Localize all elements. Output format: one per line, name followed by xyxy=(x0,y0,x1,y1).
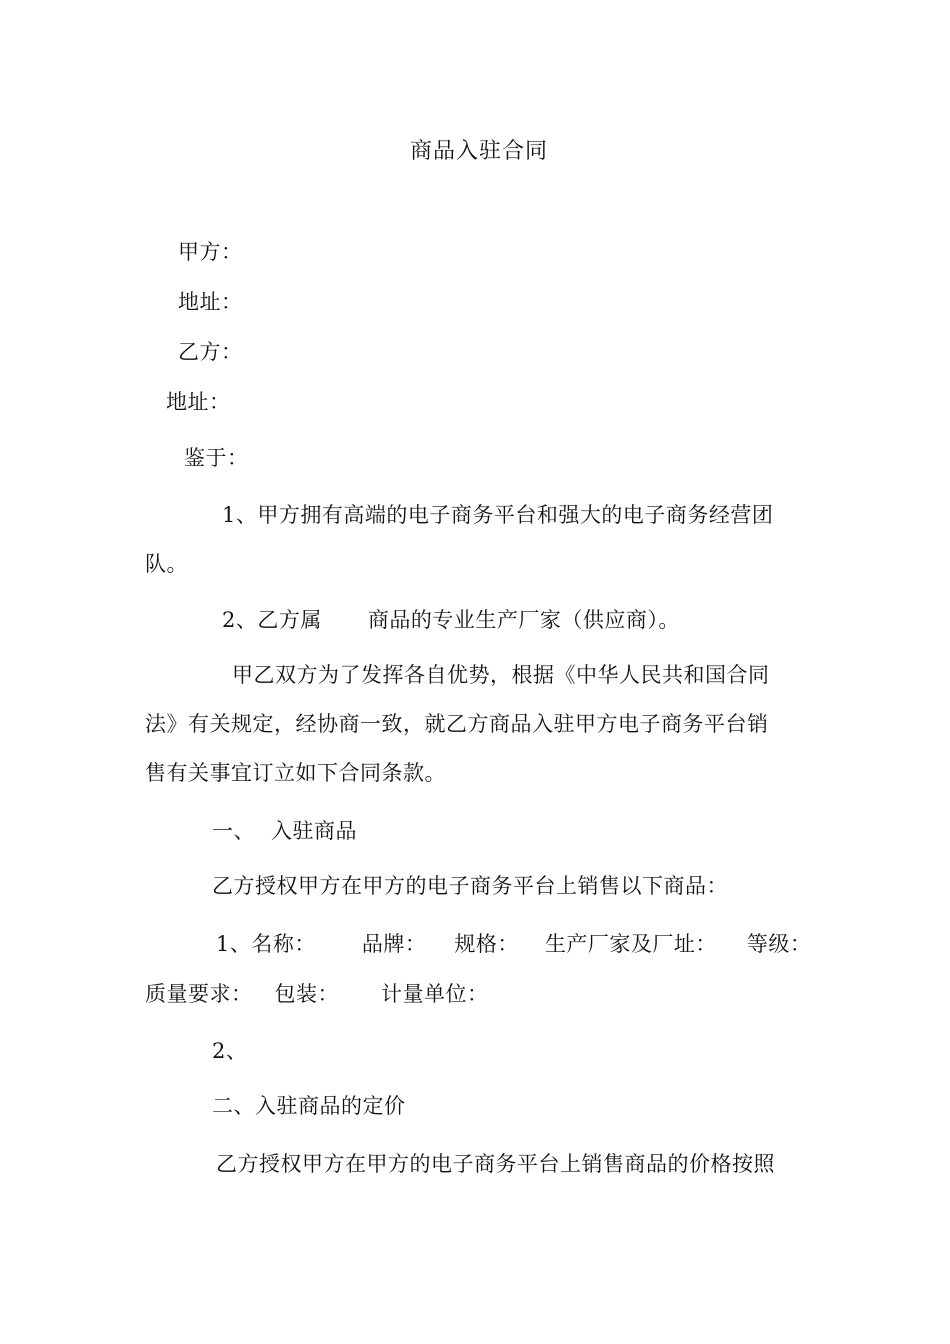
preamble-line-3: 售有关事宜订立如下合同条款。 xyxy=(145,761,446,785)
section-1-title: 入驻商品 xyxy=(271,819,357,843)
item-1-quality-label: 质量要求： xyxy=(145,982,253,1006)
whereas-label: 鉴于： xyxy=(184,446,249,470)
section-2-heading: 二、入驻商品的定价 xyxy=(212,1094,406,1118)
whereas-1-line-1: 1、甲方拥有高端的电子商务平台和强大的电子商务经营团 xyxy=(222,503,774,527)
item-2: 2、 xyxy=(212,1039,248,1063)
preamble-line-2: 法》有关规定，经协商一致，就乙方商品入驻甲方电子商务平台销 xyxy=(145,712,769,736)
item-1-spec-label: 规格： xyxy=(454,932,519,956)
preamble-line-1: 甲乙双方为了发挥各自优势，根据《中华人民共和国合同 xyxy=(232,663,770,687)
section-1-number: 一、 xyxy=(212,819,255,843)
item-1-unit-label: 计量单位： xyxy=(381,982,489,1006)
whereas-2-suffix: 商品的专业生产厂家（供应商）。 xyxy=(367,608,680,632)
whereas-1-line-2: 队。 xyxy=(145,552,188,576)
item-1-brand-label: 品牌： xyxy=(361,932,427,956)
item-1-name-label: 1、名称： xyxy=(216,932,316,956)
address-b-label: 地址： xyxy=(166,390,231,414)
section-1-heading xyxy=(212,817,357,845)
section-1-intro: 乙方授权甲方在甲方的电子商务平台上销售以下商品： xyxy=(212,874,728,898)
section-2-line-1: 乙方授权甲方在甲方的电子商务平台上销售商品的价格按照 xyxy=(216,1152,775,1176)
item-1-grade-label: 等级： xyxy=(746,932,812,956)
party-a-label: 甲方： xyxy=(178,240,243,264)
page-title: 商品入驻合同 xyxy=(410,139,549,164)
item-1-packaging-label: 包装： xyxy=(274,982,339,1006)
whereas-2-prefix: 2、乙方属 xyxy=(222,608,322,632)
item-1-maker-label: 生产厂家及厂址： xyxy=(544,932,717,956)
whereas-2 xyxy=(222,606,680,634)
party-b-label: 乙方： xyxy=(178,340,243,364)
address-a-label: 地址： xyxy=(178,290,243,314)
item-1-row-2 xyxy=(145,980,489,1008)
item-1-row-1 xyxy=(216,930,811,958)
